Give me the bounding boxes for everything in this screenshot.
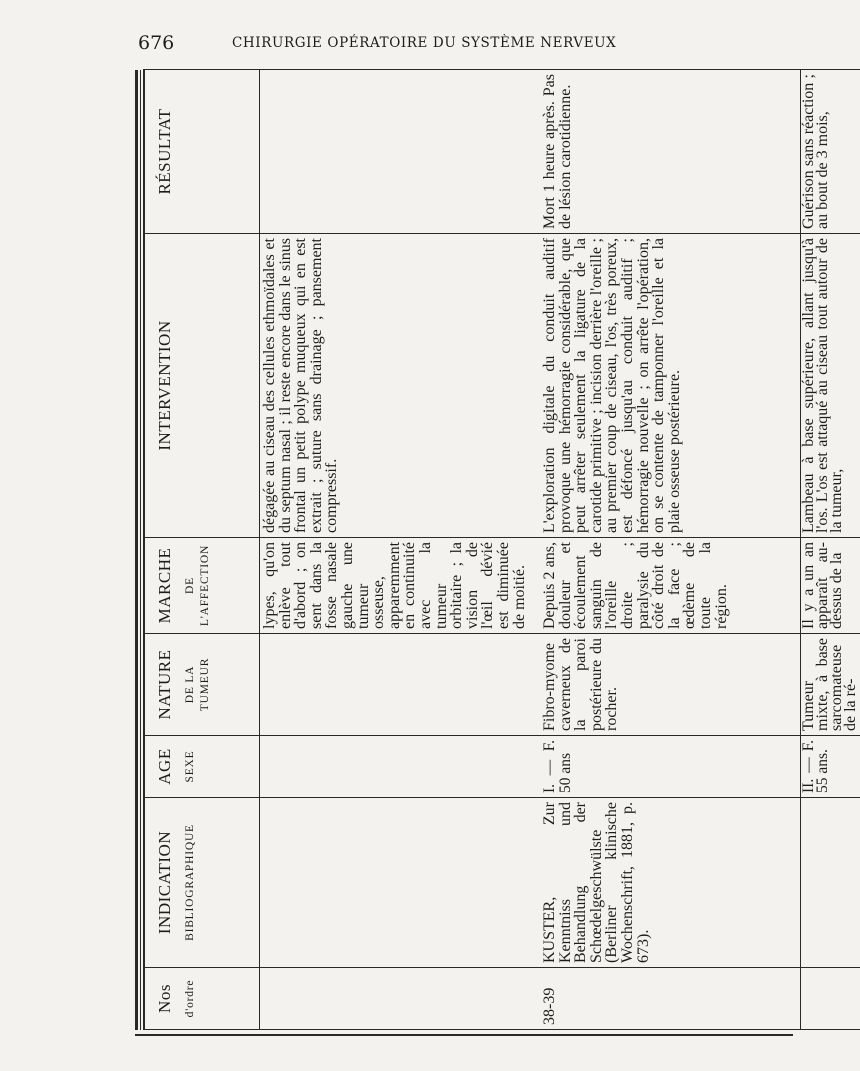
cell-age-sexe: II. — F. 55 ans. — [801, 736, 860, 798]
cell-indication: KUSTER, Zur Kenntniss und Behandlung der Schœdelgeschwülste (Berliner klinische Wochenschrift, 1881, p. 673). — [540, 798, 801, 968]
table-row — [801, 70, 860, 1030]
column-header-nature: NATURE DE LA TUMEUR — [144, 634, 260, 736]
cell-age-sexe — [260, 736, 541, 798]
cell-resultat — [260, 70, 541, 234]
table-row — [540, 70, 801, 1030]
cell-nature — [260, 634, 541, 736]
cell-num — [801, 968, 860, 1030]
column-header-marche: MARCHE DE L'AFFECTION — [144, 538, 260, 634]
column-header-age: AGE SEXE — [144, 736, 260, 798]
column-header-intervention: INTERVENTION — [144, 234, 260, 538]
cell-num — [260, 968, 541, 1030]
column-header-indication: INDICATION BIBLIOGRAPHIQUE — [144, 798, 260, 968]
table-left-rule — [135, 1034, 793, 1036]
cell-age-sexe: I. — F. 50 ans — [540, 736, 801, 798]
table-top-rule — [135, 70, 138, 1030]
table-header-row — [144, 70, 260, 1030]
column-header-resultat: RÉSULTAT — [144, 70, 260, 234]
cell-marche: Depuis 2 ans, douleur et écoulement sanguin de l'oreille droite ; paralysie du côté droit de la face ; œdème de toute la région. — [540, 538, 801, 634]
table-row — [260, 70, 541, 1030]
cell-marche: Il y a un an apparaît au-dessus de la — [801, 538, 860, 634]
table-top-rule-thin — [140, 70, 141, 1030]
cell-resultat: Mort 1 heure après. Pas de lésion carotidienne. — [540, 70, 801, 234]
column-header-num: Nos d'ordre — [144, 968, 260, 1030]
cell-intervention: dégagée au ciseau des cellules ethmoïdales et du septum nasal ; il reste encore dans le sinus frontal un petit polype muqueux qui en est extrait ; suture sans drainage ; pansement compressif. — [260, 234, 541, 538]
cell-intervention: L'exploration digitale du conduit auditif provoque une hémorragie considérable, que peut arrêter seulement la ligature de la carotide primitive ; incision derrière l'oreille ; au premier coup de ciseau, l'os, très poreux, est défoncé jusqu'au conduit auditif ; hémorragie nouvelle ; on arrête l'opération, on se contente de tamponner l'oreille et la plaie osseuse postérieure. — [540, 234, 801, 538]
cell-nature: Tumeur mixte, à base sarcomateuse de la ré- — [801, 634, 860, 736]
running-head — [0, 30, 800, 60]
cell-resultat: Guérison sans réaction ; au bout de 3 mois, — [801, 70, 860, 234]
page-number: 676 — [138, 32, 175, 54]
cell-indication — [801, 798, 860, 968]
running-title: CHIRURGIE OPÉRATOIRE DU SYSTÈME NERVEUX — [232, 35, 617, 51]
rotated-table-region — [143, 70, 859, 1030]
cell-marche: lypes, qu'on enlève tout d'abord ; on sent dans la fosse nasale gauche une tumeur osseuse, apparemment en continuité avec la tumeur orbitaire ; la vision de l'œil dévié est diminuée de moitié. — [260, 538, 541, 634]
cell-nature: Fibro-myome caverneux de la paroi postérieure du rocher. — [540, 634, 801, 736]
cell-intervention: Lambeau à base supérieure, allant jusqu'à l'os. L'os est attaqué au ciseau tout autour de la tumeur, — [801, 234, 860, 538]
cell-indication — [260, 798, 541, 968]
cell-num: 38-39 — [540, 968, 801, 1030]
observation-table — [143, 69, 860, 1030]
